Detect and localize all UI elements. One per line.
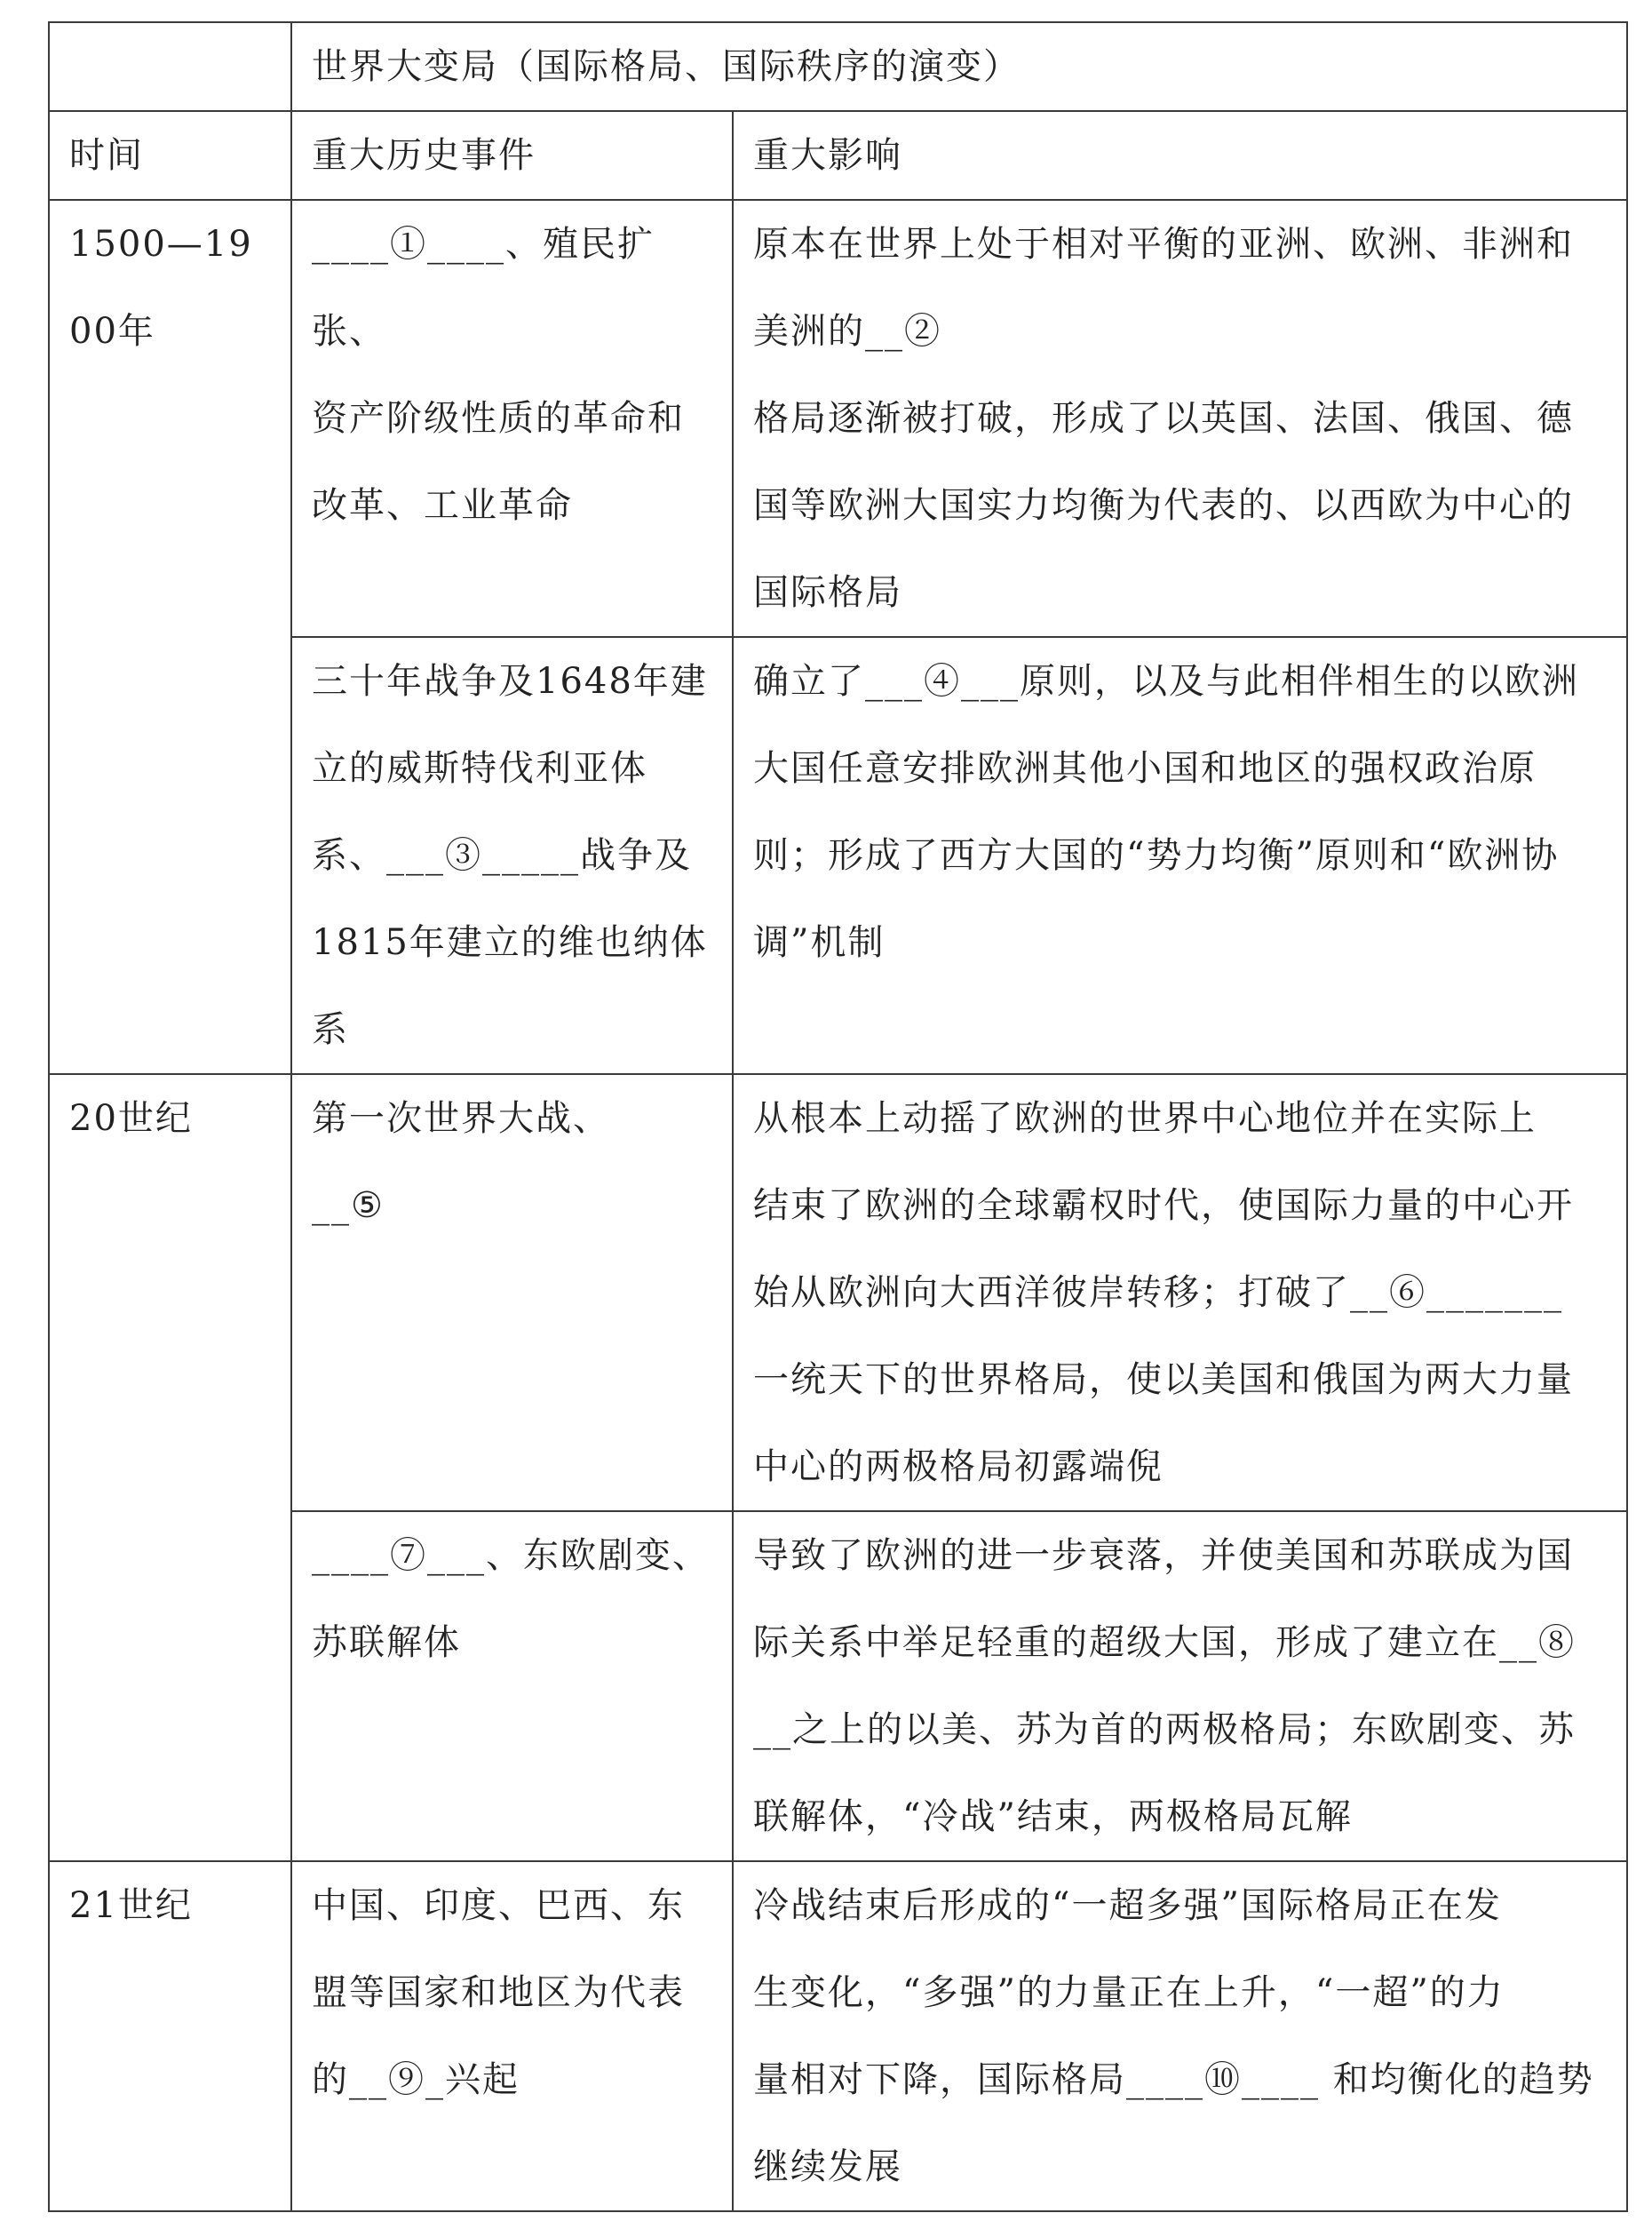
impact-line: 冷战结束后形成的“一超多强”国际格局正在发	[753, 1885, 1502, 1926]
event-cell	[291, 1511, 733, 1861]
header-impact: 重大影响	[733, 111, 1627, 200]
impact-line: __之上的以美、苏为首的两极格局；东欧剧变、苏	[753, 1709, 1576, 1750]
impact-line: 一统天下的世界格局，使以美国和俄国为两大力量	[753, 1359, 1574, 1400]
impact-line: 大国任意安排欧洲其他小国和地区的强权政治原	[753, 748, 1537, 789]
event-line: 的__⑨_兴起	[312, 2059, 520, 2100]
event-line: ____⑦___、东欧剧变、	[312, 1535, 710, 1576]
event-line: 第一次世界大战、	[312, 1098, 610, 1139]
impact-line: 则；形成了西方大国的“势力均衡”原则和“欧洲协	[753, 835, 1560, 876]
impact-line: 导致了欧洲的进一步衰落，并使美国和苏联成为国	[753, 1535, 1574, 1576]
impact-line: 格局逐渐被打破，形成了以英国、法国、俄国、德	[753, 398, 1574, 439]
period-time: 20世纪	[69, 1098, 193, 1139]
impact-line: 中心的两极格局初露端倪	[753, 1446, 1164, 1487]
event-line: 盟等国家和地区为代表	[312, 1972, 685, 2013]
event-line: 三十年战争及1648年建	[312, 661, 708, 702]
impact-line: 结束了欧洲的全球霸权时代，使国际力量的中心开	[753, 1185, 1574, 1226]
impact-cell	[733, 637, 1627, 1074]
table-row	[49, 1861, 1627, 2211]
header-time: 时间	[49, 111, 291, 200]
period-time: 21世纪	[69, 1885, 193, 1926]
event-line: 苏联解体	[312, 1622, 461, 1663]
impact-line: 从根本上动摇了欧洲的世界中心地位并在实际上	[753, 1098, 1537, 1139]
event-line: 1815年建立的维也纳体	[312, 922, 708, 963]
impact-cell	[733, 1861, 1627, 2211]
event-line: ____①____、殖民扩张、	[312, 224, 655, 352]
blank-corner-cell	[49, 22, 291, 111]
event-line: 资产阶级性质的革命和	[312, 398, 685, 439]
impact-line: 始从欧洲向大西洋彼岸转移；打破了__⑥_______	[753, 1272, 1563, 1313]
title-row	[49, 22, 1627, 111]
event-cell	[291, 1074, 733, 1511]
impact-line: 调”机制	[753, 922, 886, 963]
event-cell	[291, 637, 733, 1074]
period-time: 1500—1900年	[69, 224, 253, 352]
period-time-cell	[49, 200, 291, 1074]
impact-cell	[733, 200, 1627, 637]
event-cell	[291, 1861, 733, 2211]
period-time-cell	[49, 1074, 291, 1861]
event-line: 系	[312, 1009, 349, 1050]
impact-line: 生变化，“多强”的力量正在上升，“一超”的力	[753, 1972, 1505, 2013]
event-line: 中国、印度、巴西、东	[312, 1885, 685, 1926]
history-table	[48, 21, 1628, 2212]
impact-cell	[733, 1074, 1627, 1511]
impact-line: 联解体，“冷战”结束，两极格局瓦解	[753, 1796, 1353, 1837]
header-row	[49, 111, 1627, 200]
event-cell	[291, 200, 733, 637]
period-time-cell	[49, 1861, 291, 2211]
event-line: __⑤	[312, 1185, 385, 1226]
impact-line: 国际格局	[753, 572, 902, 613]
impact-line: 确立了___④___原则，以及与此相伴相生的以欧洲	[753, 661, 1579, 702]
event-line: 立的威斯特伐利亚体	[312, 748, 647, 789]
impact-line: 美洲的__②	[753, 311, 941, 352]
impact-cell	[733, 1511, 1627, 1861]
table-title: 世界大变局（国际格局、国际秩序的演变）	[291, 22, 1627, 111]
event-line: 改革、工业革命	[312, 485, 573, 526]
table-row	[49, 200, 1627, 637]
impact-line: 际关系中举足轻重的超级大国，形成了建立在__⑧	[753, 1622, 1576, 1663]
impact-line: 原本在世界上处于相对平衡的亚洲、欧洲、非洲和	[753, 224, 1574, 265]
table-row	[49, 1074, 1627, 1511]
event-line: 系、___③_____战争及	[312, 835, 692, 876]
impact-line: 量相对下降，国际格局____⑩____ 和均衡化的趋势	[753, 2059, 1594, 2100]
impact-line: 继续发展	[753, 2146, 902, 2187]
header-event: 重大历史事件	[291, 111, 733, 200]
impact-line: 国等欧洲大国实力均衡为代表的、以西欧为中心的	[753, 485, 1574, 526]
